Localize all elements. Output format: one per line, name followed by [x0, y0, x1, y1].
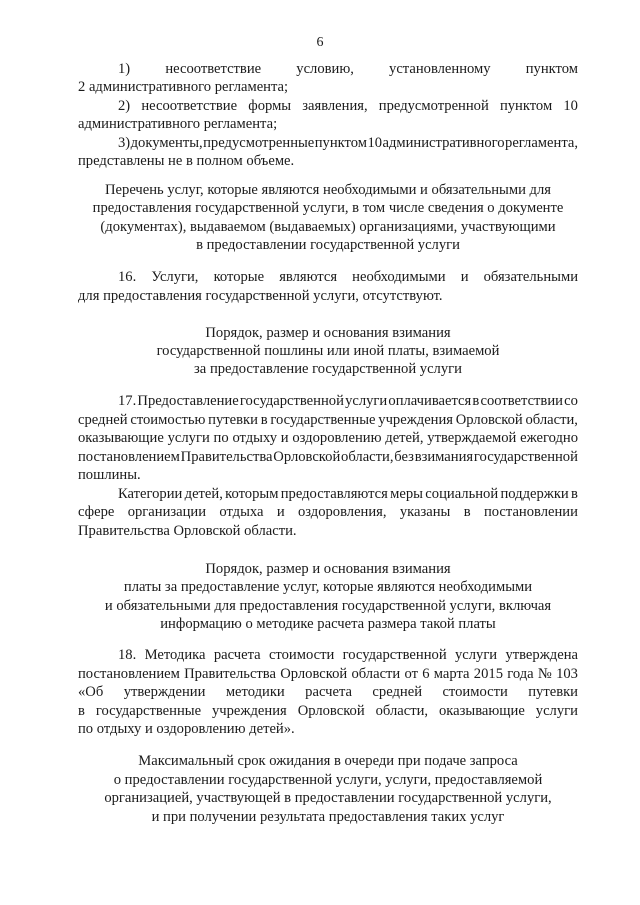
heading-1-line: Перечень услуг, которые являются необходимыми и обязательными для — [105, 182, 551, 198]
word: в — [463, 504, 471, 520]
word: Предоставление — [137, 393, 239, 409]
heading-1-line: в предоставлении государственной услуги — [196, 237, 460, 253]
word: Правительства — [184, 666, 276, 682]
word: Правительства — [180, 449, 273, 465]
heading-4-line: и при получении результата предоставления таких услуг — [151, 809, 505, 825]
word: в — [260, 412, 268, 428]
word: детей, — [385, 430, 424, 446]
word: утверждена — [505, 647, 578, 663]
word: поддержки — [500, 486, 569, 502]
heading-4-line: Максимальный срок ожидания в очереди при подаче запроса — [138, 753, 518, 769]
word: обязательными — [483, 269, 578, 285]
paragraph-17-line — [118, 392, 578, 410]
heading-3-line: информацию о методике расчета размера такой платы — [160, 616, 496, 632]
paragraph-categories-line — [118, 485, 578, 503]
word: государственной — [473, 449, 578, 465]
word: стоимостью — [130, 412, 206, 428]
word: 2) — [118, 98, 131, 114]
item-1-tail: 2 административного регламента; — [78, 79, 289, 95]
word: по — [213, 430, 229, 446]
word: 18. — [118, 647, 137, 663]
word: области — [351, 666, 401, 682]
word: сфере — [78, 504, 115, 520]
word: расчета — [213, 647, 261, 663]
word: стоимости — [268, 647, 335, 663]
item-3-line — [118, 134, 578, 152]
word: несоответствие — [165, 61, 262, 77]
word: области, — [375, 703, 429, 719]
heading-2-line: государственной пошлины или иной платы, взимаемой — [156, 343, 500, 359]
word: услуги — [345, 393, 388, 409]
item-1-line — [118, 60, 578, 78]
paragraph-18-line — [118, 646, 578, 664]
word: области, — [525, 412, 578, 428]
word: предусмотренной — [378, 98, 489, 114]
word: и — [276, 504, 285, 520]
word: в — [472, 393, 480, 409]
word: указаны — [399, 504, 451, 520]
paragraph-17-tail: пошлины. — [78, 467, 141, 483]
word: марта — [433, 666, 470, 682]
word: оздоровлению — [292, 430, 382, 446]
word: предоставляются — [280, 486, 388, 502]
word: государственной — [239, 393, 344, 409]
word: от — [404, 666, 418, 682]
word: путевки — [208, 412, 258, 428]
word: постановлением — [78, 449, 180, 465]
word: государственные — [270, 412, 376, 428]
word: установленному — [389, 61, 491, 77]
word: Методика — [144, 647, 206, 663]
item-2-tail: административного регламента; — [78, 116, 278, 132]
word: № — [537, 666, 552, 682]
word: года — [507, 666, 534, 682]
word: которым — [225, 486, 279, 502]
word: и — [460, 269, 469, 285]
word: постановлении — [483, 504, 578, 520]
word: 17. — [118, 393, 137, 409]
word: взимания — [414, 449, 474, 465]
word: услуги — [167, 430, 210, 446]
word: со — [564, 393, 578, 409]
word: 16. — [118, 269, 137, 285]
word: постановлением — [78, 666, 180, 682]
word: отдыху — [232, 430, 277, 446]
word: 2015 — [473, 666, 503, 682]
word: 3) — [118, 135, 131, 151]
word: пунктом — [314, 135, 367, 151]
word: 10 — [367, 135, 383, 151]
word: заявления, — [302, 98, 368, 114]
word: в — [571, 486, 578, 502]
word: детей, — [184, 486, 223, 502]
word: регламента, — [505, 135, 578, 151]
word: учреждения — [212, 703, 287, 719]
word: пунктом — [499, 98, 553, 114]
heading-1-line: (документах), выдаваемом (выдаваемых) организациями, участвующими — [100, 219, 556, 235]
word: 10 — [563, 98, 578, 114]
heading-3-line: и обязательными для предоставления государственной услуги, включая — [104, 598, 552, 614]
word: несоответствие — [141, 98, 238, 114]
word: соответствии — [480, 393, 563, 409]
word: утверждаемой — [427, 430, 517, 446]
word: расчета — [305, 684, 352, 700]
heading-4-line: о предоставлении государственной услуги, услуги, предоставляемой — [113, 772, 543, 788]
word: документы, — [130, 135, 203, 151]
heading-1-line: предоставления государственной услуги, в том числе сведения о документе — [92, 200, 564, 216]
paragraph-categories-line — [78, 503, 578, 521]
word: административного — [382, 135, 505, 151]
word: 6 — [422, 666, 430, 682]
word: без — [394, 449, 414, 465]
word: Орловской — [297, 703, 365, 719]
word: оплачивается — [388, 393, 472, 409]
heading-3-line: платы за предоставление услуг, которые являются необходимыми — [123, 579, 533, 595]
word: социальной — [425, 486, 499, 502]
heading-3-line: Порядок, размер и основания взимания — [205, 561, 451, 577]
word: области, — [341, 449, 394, 465]
word: «Об — [78, 684, 104, 700]
word: услуги — [535, 703, 578, 719]
word: являются — [279, 269, 338, 285]
word: условию, — [296, 61, 354, 77]
word: Орловской — [273, 449, 341, 465]
word: и — [280, 430, 289, 446]
word: меры — [390, 486, 423, 502]
paragraph-16-tail: для предоставления государственной услуги, отсутствуют. — [78, 288, 443, 304]
heading-2-line: за предоставление государственной услуги — [194, 361, 462, 377]
word: оздоровления, — [297, 504, 387, 520]
paragraph-categories-tail: Правительства Орловской области. — [78, 523, 297, 539]
word: Услуги, — [151, 269, 199, 285]
word: средней — [372, 684, 423, 700]
word: учреждения — [378, 412, 454, 428]
word: оказывающие — [78, 430, 164, 446]
word: Орловской — [455, 412, 523, 428]
word: оказывающие — [439, 703, 525, 719]
word: путевки — [528, 684, 578, 700]
word: 103 — [556, 666, 578, 682]
word: методики — [225, 684, 285, 700]
word: отдыха — [219, 504, 264, 520]
word: Категории — [118, 486, 183, 502]
paragraph-17-line — [78, 429, 578, 447]
paragraph-16-line — [118, 268, 578, 286]
word: услуги — [454, 647, 498, 663]
heading-4-line: организацией, участвующей в предоставлении государственной услуги, — [104, 790, 552, 806]
item-3-tail: представлены не в полном объеме. — [78, 153, 295, 169]
word: которые — [213, 269, 265, 285]
paragraph-18-line — [78, 702, 578, 720]
word: организации — [127, 504, 207, 520]
word: стоимости — [442, 684, 508, 700]
paragraph-18-line — [78, 683, 578, 701]
word: в — [78, 703, 85, 719]
paragraph-18-line — [78, 665, 578, 683]
word: необходимыми — [352, 269, 446, 285]
word: Орловской — [280, 666, 348, 682]
word: государственные — [95, 703, 202, 719]
word: государственной — [342, 647, 447, 663]
word: средней — [78, 412, 128, 428]
word: 1) — [118, 61, 131, 77]
item-2-line — [118, 97, 578, 115]
paragraph-17-line — [78, 448, 578, 466]
word: формы — [248, 98, 292, 114]
paragraph-17-line — [78, 411, 578, 429]
paragraph-18-tail: по отдыху и оздоровлению детей». — [78, 721, 295, 737]
word: утверждении — [123, 684, 206, 700]
heading-2-line: Порядок, размер и основания взимания — [205, 325, 451, 341]
word: ежегодно — [520, 430, 578, 446]
word: предусмотренные — [203, 135, 315, 151]
page-number: 6 — [316, 35, 324, 50]
word: пунктом — [525, 61, 578, 77]
